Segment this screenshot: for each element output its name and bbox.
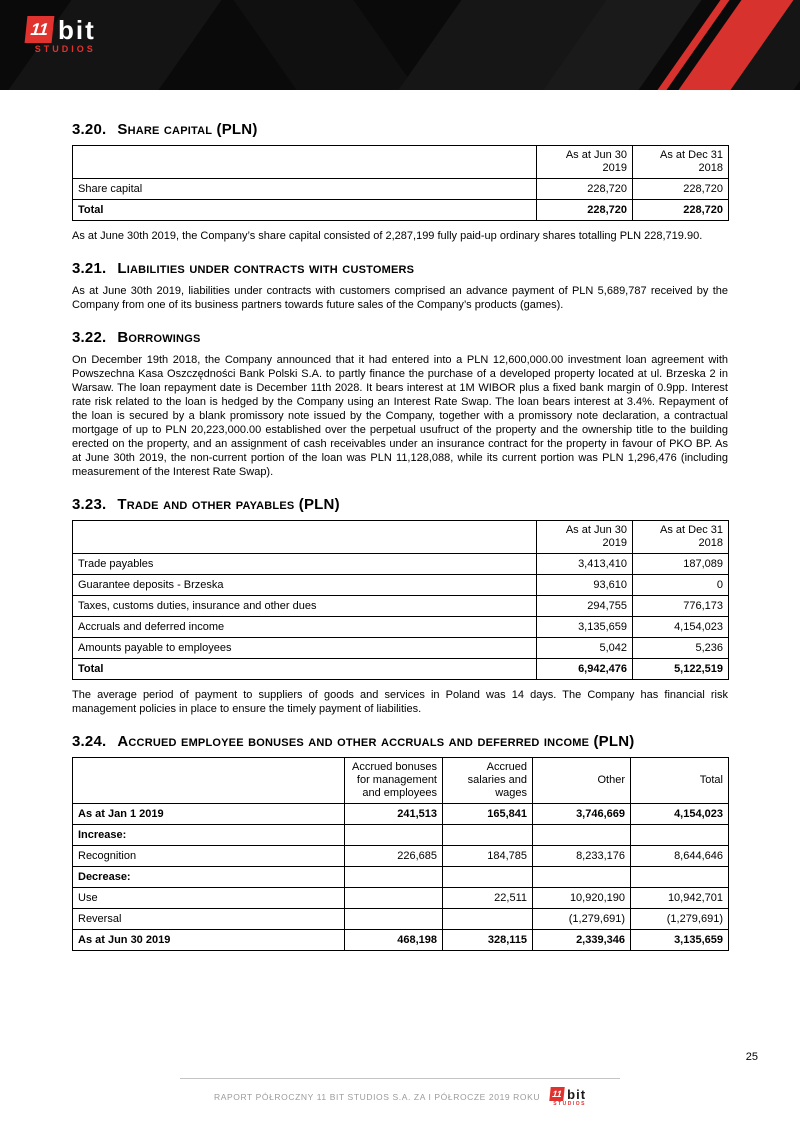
- page-number: 25: [745, 1051, 758, 1063]
- value-cell: 3,413,410: [537, 554, 633, 575]
- value-cell: [345, 825, 443, 846]
- row-label-cell: Reversal: [73, 909, 345, 930]
- logo-studios-text: STUDIOS: [34, 44, 96, 54]
- value-cell: 184,785: [443, 846, 533, 867]
- col-header-salaries: Accrued salaries and wages: [443, 758, 533, 804]
- row-label-cell: Use: [73, 888, 345, 909]
- row-label-cell: Total: [73, 659, 537, 680]
- col-header-jun-2019: As at Jun 30 2019: [537, 521, 633, 554]
- section-number: 3.21.: [72, 260, 107, 277]
- section-title: Share capital (PLN): [117, 121, 258, 138]
- value-cell: 226,685: [345, 846, 443, 867]
- table-row: [73, 575, 729, 596]
- value-cell: 294,755: [537, 596, 633, 617]
- logo-11-mark: 11: [25, 16, 55, 43]
- logo-row: [26, 16, 96, 43]
- footer-logo-bit-text: bit: [567, 1086, 587, 1102]
- row-label-cell: Accruals and deferred income: [73, 617, 537, 638]
- row-label-cell: Recognition: [73, 846, 345, 867]
- share-capital-table: [72, 145, 729, 221]
- table-row: [73, 617, 729, 638]
- value-cell: [345, 909, 443, 930]
- value-cell: [533, 867, 631, 888]
- value-cell: (1,279,691): [631, 909, 729, 930]
- section-heading-3-22: [72, 329, 728, 346]
- col-header-bonuses: Accrued bonuses for management and employees: [345, 758, 443, 804]
- row-label-cell: Amounts payable to employees: [73, 638, 537, 659]
- section-title: Liabilities under contracts with customers: [117, 260, 415, 277]
- value-cell: 5,122,519: [633, 659, 729, 680]
- section-heading-3-24: [72, 733, 728, 750]
- value-cell: [631, 867, 729, 888]
- row-label-cell: Increase:: [73, 825, 345, 846]
- value-cell: 6,942,476: [537, 659, 633, 680]
- company-logo: [26, 16, 96, 54]
- value-cell: (1,279,691): [533, 909, 631, 930]
- value-cell: 10,920,190: [533, 888, 631, 909]
- footer-logo-studios-text: STUDIOS: [553, 1101, 587, 1107]
- value-cell: 10,942,701: [631, 888, 729, 909]
- table-row: [73, 638, 729, 659]
- value-cell: 3,135,659: [631, 930, 729, 951]
- row-label-cell: As at Jun 30 2019: [73, 930, 345, 951]
- value-cell: [631, 825, 729, 846]
- paragraph-3-22: On December 19th 2018, the Company announced that it had entered into a PLN 12,600,000.00 investment loan agreement with Powszechna Kasa Oszczędności Bank Polski S.A. to partly finance the purchase of a developed property located at ul. Brzeska 2 in Warsaw. The loan repayment date is December 11th 2028. It bears interest at 1M WIBOR plus a fixed bank margin of 0.9pp. Interest rate risk related to the loan is hedged by the Company using an Interest Rate Swap. The loan bears interest at 3.4%. Repayment of the loan is secured by a blank promissory note issued by the Company, together with a promissory note declaration, a contractual mortgage of up to PLN 20,223,000.00 established over the perpetual usufruct of the property and the ownership title to the building erected on the property, and an assignment of cash receivables under an insurance contract for the property in favour of PKO BP. As at June 30th 2019, the non-current portion of the loan was PLN 11,128,088, while its current portion was PLN 1,296,476 (including measurement of the Interest Rate Swap).: [72, 354, 728, 478]
- table-header-row: [73, 146, 729, 179]
- col-header-dec-2018: As at Dec 31 2018: [633, 146, 729, 179]
- table-row-recognition: [73, 846, 729, 867]
- col-header-jun-2019: As at Jun 30 2019: [537, 146, 633, 179]
- header-banner: [0, 0, 800, 90]
- value-cell: 4,154,023: [631, 804, 729, 825]
- value-cell: [443, 909, 533, 930]
- section-number: 3.20.: [72, 121, 107, 138]
- table-row-opening-balance: [73, 804, 729, 825]
- row-label-cell: Taxes, customs duties, insurance and other dues: [73, 596, 537, 617]
- value-cell: [345, 867, 443, 888]
- section-heading-3-20: [72, 121, 728, 138]
- paragraph-3-20: As at June 30th 2019, the Company’s share capital consisted of 2,287,199 fully paid-up ordinary shares totalling PLN 228,719.90.: [72, 230, 703, 242]
- empty-header-cell: [73, 758, 345, 804]
- value-cell: [443, 867, 533, 888]
- table-total-row: [73, 200, 729, 221]
- table-row: [73, 554, 729, 575]
- value-cell: 776,173: [633, 596, 729, 617]
- value-cell: 8,233,176: [533, 846, 631, 867]
- value-cell: 228,720: [633, 179, 729, 200]
- value-cell: 328,115: [443, 930, 533, 951]
- table-header-row: [73, 758, 729, 804]
- col-header-total: Total: [631, 758, 729, 804]
- table-row-closing-balance: [73, 930, 729, 951]
- value-cell: 5,236: [633, 638, 729, 659]
- col-header-dec-2018: As at Dec 31 2018: [633, 521, 729, 554]
- value-cell: 165,841: [443, 804, 533, 825]
- table-header-row: [73, 521, 729, 554]
- table-row-use: [73, 888, 729, 909]
- table-row-increase: [73, 825, 729, 846]
- value-cell: 228,720: [633, 200, 729, 221]
- paragraph-3-23: The average period of payment to suppliers of goods and services in Poland was 14 days. The Company has financial risk management policies in place to ensure the timely payment of liabilities.: [72, 689, 728, 715]
- section-title: Borrowings: [117, 329, 201, 346]
- row-label-cell: Guarantee deposits - Brzeska: [73, 575, 537, 596]
- section-title: Accrued employee bonuses and other accruals and deferred income (PLN): [117, 733, 635, 750]
- value-cell: [443, 825, 533, 846]
- value-cell: 228,720: [537, 179, 633, 200]
- value-cell: 8,644,646: [631, 846, 729, 867]
- table-total-row: [73, 659, 729, 680]
- section-heading-3-21: [72, 260, 728, 277]
- value-cell: [533, 825, 631, 846]
- empty-header-cell: [73, 521, 537, 554]
- value-cell: 22,511: [443, 888, 533, 909]
- col-header-other: Other: [533, 758, 631, 804]
- row-label-cell: As at Jan 1 2019: [73, 804, 345, 825]
- footer-logo-row: [550, 1087, 586, 1101]
- row-label-cell: Total: [73, 200, 537, 221]
- empty-header-cell: [73, 146, 537, 179]
- row-label-cell: Decrease:: [73, 867, 345, 888]
- table-row: [73, 179, 729, 200]
- value-cell: 228,720: [537, 200, 633, 221]
- value-cell: 3,135,659: [537, 617, 633, 638]
- page-footer: [180, 1078, 620, 1107]
- section-number: 3.24.: [72, 733, 107, 750]
- value-cell: 2,339,346: [533, 930, 631, 951]
- value-cell: 187,089: [633, 554, 729, 575]
- value-cell: [345, 888, 443, 909]
- document-body: [0, 90, 800, 951]
- trade-payables-table: [72, 520, 729, 680]
- value-cell: 5,042: [537, 638, 633, 659]
- value-cell: 0: [633, 575, 729, 596]
- section-heading-3-23: [72, 496, 728, 513]
- value-cell: 3,746,669: [533, 804, 631, 825]
- row-label-cell: Share capital: [73, 179, 537, 200]
- section-number: 3.23.: [72, 496, 107, 513]
- footer-logo-11-mark: 11: [549, 1087, 564, 1101]
- value-cell: 241,513: [345, 804, 443, 825]
- footer-report-title: RAPORT PÓŁROCZNY 11 BIT STUDIOS S.A. ZA I PÓŁROCZE 2019 ROKU: [213, 1092, 541, 1102]
- paragraph-3-21: As at June 30th 2019, liabilities under contracts with customers comprised an advance payment of PLN 5,689,787 received by the Company from one of its business partners towards future sales of the Company’s products (games).: [72, 285, 728, 311]
- row-label-cell: Trade payables: [73, 554, 537, 575]
- value-cell: 93,610: [537, 575, 633, 596]
- logo-bit-text: bit: [58, 14, 96, 45]
- table-row: [73, 596, 729, 617]
- value-cell: 468,198: [345, 930, 443, 951]
- value-cell: 4,154,023: [633, 617, 729, 638]
- footer-logo: [550, 1087, 586, 1107]
- table-row-reversal: [73, 909, 729, 930]
- section-number: 3.22.: [72, 329, 107, 346]
- table-row-decrease: [73, 867, 729, 888]
- section-title: Trade and other payables (PLN): [117, 496, 340, 513]
- banner-pattern: [216, 0, 434, 90]
- accruals-table: [72, 757, 729, 951]
